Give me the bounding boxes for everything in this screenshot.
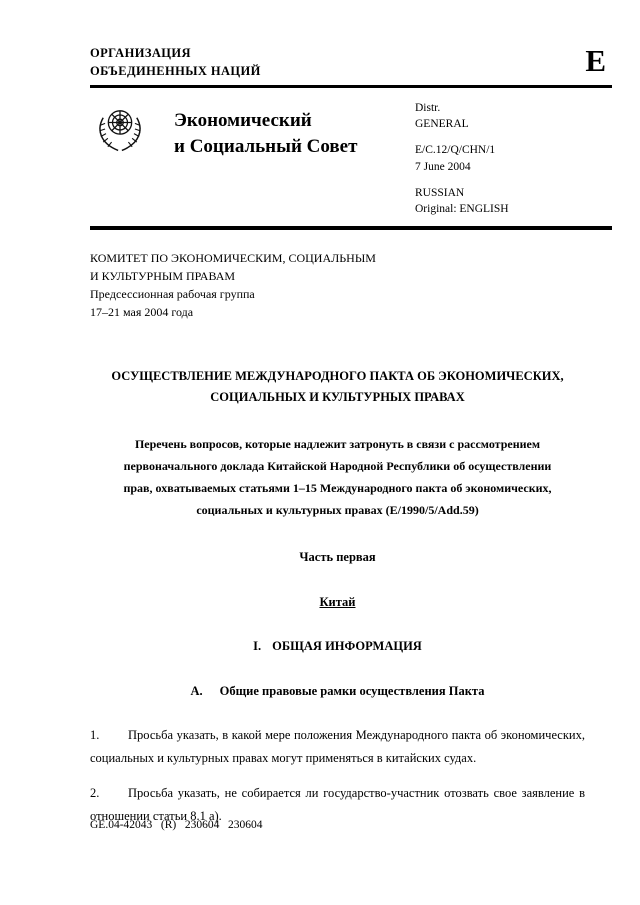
council-title-line2: и Социальный Совет bbox=[174, 135, 358, 157]
document-title bbox=[90, 366, 585, 407]
distr-label: Distr. bbox=[415, 102, 441, 115]
org-name-line1: ОРГАНИЗАЦИЯ bbox=[90, 46, 191, 60]
masthead bbox=[90, 99, 612, 226]
document-header bbox=[90, 44, 612, 80]
subsection-title: Общие правовые рамки осуществления Пакта bbox=[219, 684, 485, 699]
distribution-block bbox=[415, 100, 612, 217]
council-title-line1: Экономический bbox=[174, 110, 312, 132]
paragraph-1-number: 1. bbox=[90, 728, 100, 743]
paragraph-2-text: Просьба указать, не собирается ли государство-участник отозвать свое заявление в отношении статьи 8.1 а). bbox=[90, 786, 585, 823]
committee-block bbox=[90, 249, 612, 321]
doc-date: 7 June 2004 bbox=[415, 160, 471, 173]
masthead-divider bbox=[90, 226, 612, 230]
paragraph-1 bbox=[90, 724, 585, 769]
document-title-line2: СОЦИАЛЬНЫХ И КУЛЬТУРНЫХ ПРАВАХ bbox=[210, 389, 465, 404]
distr-group bbox=[415, 100, 612, 132]
section-title: ОБЩАЯ ИНФОРМАЦИЯ bbox=[272, 639, 422, 654]
doc-number: E/C.12/Q/CHN/1 bbox=[415, 144, 496, 157]
country-name: Китай bbox=[319, 595, 356, 610]
doc-number-group bbox=[415, 142, 612, 174]
subsection-letter: A. bbox=[190, 684, 203, 699]
paragraph-1-text: Просьба указать, в какой мере положения Международного пакта об экономических, социальных и культурных правах могут применяться в китайских судах. bbox=[90, 728, 585, 765]
country-heading bbox=[90, 595, 585, 610]
doc-symbol-letter: E bbox=[585, 43, 606, 78]
doc-original-language: Original: ENGLISH bbox=[415, 202, 509, 215]
document-subtitle-line3: прав, охватываемых статьями 1–15 Международного пакта об экономических, bbox=[123, 480, 552, 495]
section-number: I. bbox=[253, 639, 262, 654]
org-name bbox=[90, 44, 261, 80]
header-divider bbox=[90, 85, 612, 88]
un-emblem-icon bbox=[92, 101, 148, 162]
document-subtitle-line2: первоначального доклада Китайской Народной Республики об осуществлении bbox=[123, 458, 552, 473]
doc-language: RUSSIAN bbox=[415, 186, 465, 199]
working-group: Предсессионная рабочая группа bbox=[90, 287, 255, 302]
document-footer: GE.04-42043 (R) 230604 230604 bbox=[90, 819, 263, 831]
document-body bbox=[90, 366, 585, 827]
document-subtitle bbox=[90, 433, 585, 522]
committee-line1: КОМИТЕТ ПО ЭКОНОМИЧЕСКИМ, СОЦИАЛЬНЫМ bbox=[90, 251, 376, 266]
committee-line2: И КУЛЬТУРНЫМ ПРАВАМ bbox=[90, 269, 236, 284]
distr-value: GENERAL bbox=[415, 118, 469, 131]
org-name-line2: ОБЪЕДИНЕННЫХ НАЦИЙ bbox=[90, 64, 261, 79]
subsection-heading bbox=[90, 684, 585, 699]
document-subtitle-line4: социальных и культурных правах (E/1990/5/Add.59) bbox=[196, 503, 479, 518]
paragraph-2-number: 2. bbox=[90, 786, 100, 801]
section-heading bbox=[90, 639, 585, 654]
document-title-line1: ОСУЩЕСТВЛЕНИЕ МЕЖДУНАРОДНОГО ПАКТА ОБ ЭКОНОМИЧЕСКИХ, bbox=[111, 369, 564, 384]
council-title bbox=[174, 108, 357, 159]
part-heading: Часть первая bbox=[299, 550, 376, 565]
language-group bbox=[415, 185, 612, 217]
session-dates: 17–21 мая 2004 года bbox=[90, 305, 194, 320]
document-subtitle-line1: Перечень вопросов, которые надлежит затронуть в связи с рассмотрением bbox=[134, 436, 541, 451]
